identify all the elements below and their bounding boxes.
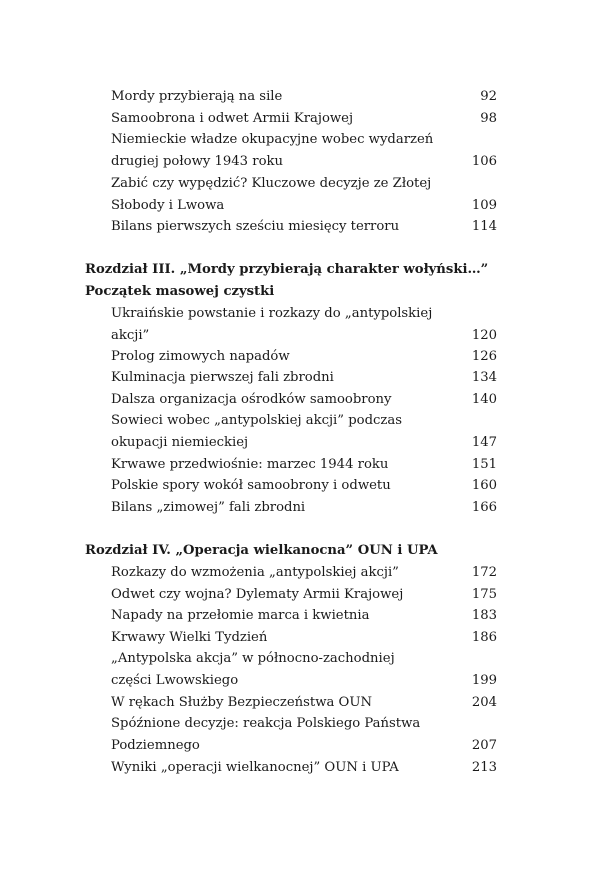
toc-entry-title-cont: części Lwowskiego — [111, 672, 239, 688]
toc-entry-page: 151 — [471, 457, 497, 472]
toc-entry-title: Ukraińskie powstanie i rozkazy do „antypolskiej — [111, 306, 433, 321]
toc-entry-title: Wyniki „operacji wielkanocnej” OUN i UPA — [111, 760, 399, 775]
toc-entry-title: Sowieci wobec „antypolskiej akcji” podczas — [111, 413, 402, 428]
toc-entry-title: Krwawe przedwiośnie: marzec 1944 roku — [111, 457, 389, 472]
toc-entry-title-cont: drugiej połowy 1943 roku — [111, 153, 283, 169]
toc-entry — [111, 389, 497, 411]
toc-entry-title-cont: okupacji niemieckiej — [111, 434, 249, 450]
toc-entry-title: Rozkazy do wzmożenia „antypolskiej akcji” — [111, 565, 399, 580]
toc-entry-title: Bilans „zimowej” fali zbrodni — [111, 500, 306, 515]
toc-entry-title-cont: Podziemnego — [111, 737, 200, 753]
toc-entry-page: 175 — [471, 587, 497, 602]
toc-entry — [111, 562, 497, 584]
toc-entry-title-cont: Słobody i Lwowa — [111, 197, 225, 213]
toc-entry-title: Napady na przełomie marca i kwietnia — [111, 608, 370, 623]
toc-entry-page: 126 — [471, 349, 497, 364]
toc-entry — [111, 303, 497, 346]
toc-entry — [111, 216, 497, 238]
toc-entry-title: Spóźnione decyzje: reakcja Polskiego Państwa — [111, 716, 421, 731]
toc-entry — [111, 346, 497, 368]
toc-entry-page: 92 — [480, 89, 497, 104]
toc-entry — [111, 713, 497, 756]
toc-entry — [111, 627, 497, 649]
toc-entry-page: 207 — [471, 737, 497, 753]
chapter-subheading: Początek masowej czystki — [85, 284, 275, 299]
toc-entry-title: Bilans pierwszych sześciu miesięcy terroru — [111, 219, 400, 234]
toc-entry-page: 140 — [471, 392, 497, 407]
toc-entry — [111, 605, 497, 627]
toc-entry-page: 172 — [471, 565, 497, 580]
toc-entry-title: Krwawy Wielki Tydzień — [111, 630, 268, 645]
toc-entry — [111, 584, 497, 606]
toc-entry-title: „Antypolska akcja” w północno-zachodniej — [111, 651, 395, 666]
toc-entry — [111, 367, 497, 389]
chapter-heading: Rozdział III. „Mordy przybierają charakter wołyński…” — [85, 262, 489, 277]
toc-entry-page: 166 — [471, 500, 497, 515]
toc-entry — [111, 173, 497, 216]
toc-entry-page: 213 — [471, 760, 497, 775]
toc-entry-page: 106 — [471, 153, 497, 169]
toc-entry-page: 147 — [471, 434, 497, 450]
toc-entry-title: Mordy przybierają na sile — [111, 89, 283, 104]
toc-entry-title: Kulminacja pierwszej fali zbrodni — [111, 370, 334, 385]
toc-entry-title: Odwet czy wojna? Dylematy Armii Krajowej — [111, 587, 404, 602]
toc-entry — [111, 692, 497, 714]
toc-entry — [111, 497, 497, 519]
toc-entry-page: 109 — [471, 197, 497, 213]
toc-entry-page: 120 — [471, 327, 497, 343]
toc-entry — [111, 648, 497, 691]
toc-entry — [111, 475, 497, 497]
toc-entry — [111, 454, 497, 476]
toc-entry-title: Polskie spory wokół samoobrony i odwetu — [111, 478, 391, 493]
toc-entry-page: 98 — [480, 111, 497, 126]
toc-entry-page: 199 — [471, 672, 497, 688]
toc-entry-page: 134 — [471, 370, 497, 385]
toc-entry-title: Prolog zimowych napadów — [111, 349, 290, 364]
toc-entry-page: 183 — [471, 608, 497, 623]
toc-entry-title: Zabić czy wypędzić? Kluczowe decyzje ze Złotej — [111, 176, 432, 191]
chapter-heading: Rozdział IV. „Operacja wielkanocna” OUN i UPA — [85, 543, 438, 558]
toc-entry-page: 114 — [471, 219, 497, 234]
toc-entry-title: W rękach Służby Bezpieczeństwa OUN — [111, 695, 373, 710]
toc-entry — [111, 757, 497, 779]
toc-entry — [111, 129, 497, 172]
toc-entry — [111, 86, 497, 108]
toc-entry-title: Samoobrona i odwet Armii Krajowej — [111, 111, 354, 126]
toc-entry-page: 186 — [471, 630, 497, 645]
toc-entry — [111, 410, 497, 453]
toc-entry-title: Dalsza organizacja ośrodków samoobrony — [111, 392, 392, 407]
toc-entry-page: 160 — [471, 478, 497, 493]
toc-entry-page: 204 — [471, 695, 497, 710]
toc-entry-title-cont: akcji” — [111, 327, 150, 343]
toc-entry-title: Niemieckie władze okupacyjne wobec wydarzeń — [111, 132, 434, 147]
toc-entry — [111, 108, 497, 130]
